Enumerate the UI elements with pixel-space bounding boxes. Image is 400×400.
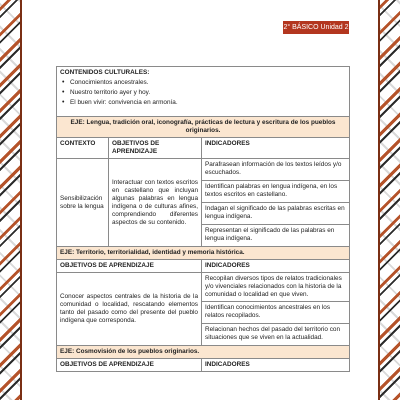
eje3-title: EJE: Cosmovisión de los pueblos originarios. [57,346,350,359]
eje1-title: EJE: Lengua, tradición oral, iconografía, prácticas de lectura y escritura de los pueblos originarios. [57,117,350,138]
curriculum-table [56,66,350,372]
eje1-indicador-4: Representan el significado de las palabras en lengua indígena. [202,225,350,247]
eje1-indicador-3: Indagan el significado de las palabras escritas en lengua indígena. [202,203,350,225]
cultural-contents-list [60,79,346,107]
eje1-indicador-1: Parafrasean información de los textos leídos y/o escuchados. [202,159,350,181]
list-item: • Nuestro territorio ayer y hoy. [70,89,346,97]
eje3-header-row [57,359,350,372]
list-item: • El buen vivir: convivencia en armonía. [70,99,346,107]
eje1-indicador-2: Identifican palabras en lengua indígena, en los textos escritos en castellano. [202,181,350,203]
decorative-border-left [0,0,22,400]
eje2-header-row [57,260,350,273]
eje1-header-indicadores: INDICADORES [202,138,350,159]
eje2-title: EJE: Territorio, territorialidad, identidad y memoria histórica. [57,247,350,260]
eje2-objetivo: Conocer aspectos centrales de la historia de la comunidad o localidad, rescatando elementos tanto del pasado como del presente del pueblo indígena que corresponda. [57,273,202,346]
eje1-header-row [57,138,350,159]
eje1-row [57,117,350,138]
cultural-contents [57,67,350,117]
eje2-indicador-2: Identifican conocimientos ancestrales en los relatos recopilados. [202,302,350,324]
eje1-objetivo: Interactuar con textos escritos en castellano que incluyan algunas palabras en lengua indígena o de culturas afines, comprendiendo diferentes aspectos de su contenido. [109,159,202,247]
eje1-contexto: Sensibilización sobre la lengua [57,159,109,247]
eje2-indicador-1: Recopilan diversos tipos de relatos tradicionales y/o vivenciales relacionados con la historia de la comunidad o localidad en que viven. [202,273,350,302]
eje2-header-indicadores: INDICADORES [202,260,350,273]
eje3-header-objetivos: OBJETIVOS DE APRENDIZAJE [57,359,202,372]
decorative-border-right [378,0,400,400]
eje2-row [57,247,350,260]
list-item: • Conocimientos ancestrales. [70,79,346,87]
eje3-header-indicadores: INDICADORES [202,359,350,372]
eje1-header-objetivos: OBJETIVOS DE APRENDIZAJE [109,138,202,159]
table-row [57,273,350,302]
eje2-indicador-3: Relacionan hechos del pasado del territorio con situaciones que se viven en la actualidad. [202,324,350,346]
cultural-contents-row [57,67,350,117]
eje1-header-contexto: CONTEXTO [57,138,109,159]
unit-badge: 2° BÁSICO Unidad 2 [283,21,349,34]
eje3-row [57,346,350,359]
table-row [57,159,350,181]
eje2-header-objetivos: OBJETIVOS DE APRENDIZAJE [57,260,202,273]
cultural-contents-title: CONTENIDOS CULTURALES: [60,69,150,76]
